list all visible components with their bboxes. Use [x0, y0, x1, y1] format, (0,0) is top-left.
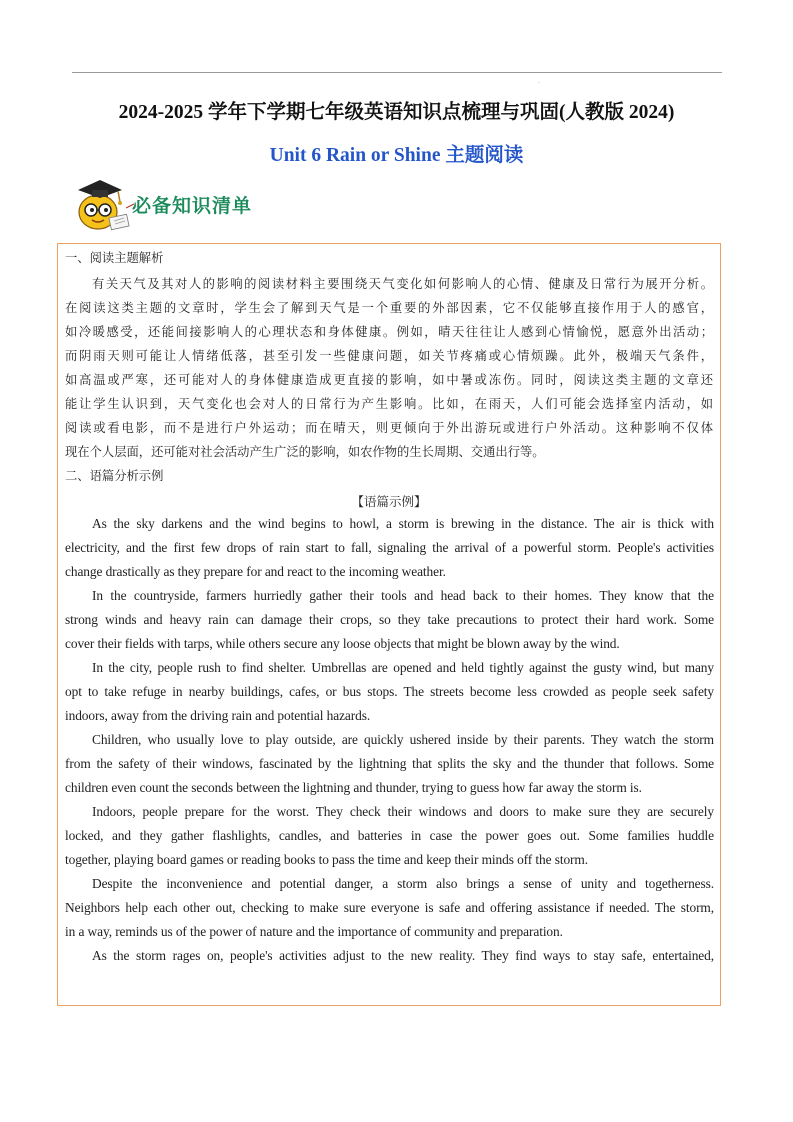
header-rule	[72, 72, 722, 73]
paragraph-line: 如冷暖感受，还能间接影响人的心理状态和身体健康。例如，晴天往往让人感到心情愉悦，愿意外出活动；	[65, 325, 713, 339]
paragraph-line: Despite the inconvenience and potential danger, a storm also brings a sense of unity and togetherness.	[92, 876, 714, 891]
paragraph-line: 在阅读这类主题的文章时，学生会了解到天气是一个重要的外部因素，它不仅能够直接作用于人的感官，	[65, 301, 713, 315]
part2-heading: 二、语篇分析示例	[65, 469, 164, 483]
paragraph-line: change drastically as they prepare for and react to the incoming weather.	[65, 564, 446, 579]
paragraph-line: opt to take refuge in nearby buildings, cafes, or bus stops. The streets become less crowded as people seek safety	[65, 684, 714, 699]
example-label: 【语篇示例】	[351, 494, 427, 509]
paragraph-line: 有关天气及其对人的影响的阅读材料主要围绕天气变化如何影响人的心情、健康及日常行为展开分析。	[92, 277, 713, 291]
document-title: 2024-2025 学年下学期七年级英语知识点梳理与巩固(人教版 2024)	[118, 102, 675, 123]
paragraph-line: strong winds and heavy rain can damage their crops, so they take precautions to protect their hard work. Some	[65, 612, 714, 627]
paragraph-line: children even count the seconds between the lightning and thunder, trying to guess how far away the storm is.	[65, 780, 642, 795]
paragraph-line: In the countryside, farmers hurriedly gather their tools and head back to their homes. They know that the	[92, 588, 714, 603]
paragraph-line: cover their fields with tarps, while others secure any loose objects that might be blown away by the wind.	[65, 636, 620, 651]
paragraph-line: 如高温或严寒，还可能对人的身体健康造成更直接的影响，如中暑或冻伤。同时，阅读这类主题的文章还	[65, 373, 713, 387]
header-mark: ·	[538, 80, 540, 87]
paragraph-line: 而阴雨天则可能让人情绪低落，甚至引发一些健康问题，如关节疼痛或心情烦躁。此外，极端天气条件，	[65, 349, 713, 363]
section-heading: 必备知识清单	[132, 195, 253, 217]
paragraph-line: 阅读或看电影，而不是进行户外运动；而在晴天，则更倾向于外出游玩或进行户外活动。这种影响不仅体	[65, 421, 713, 435]
content-box	[57, 243, 721, 1006]
paragraph-line: 能让学生认识到，天气变化也会对人的日常行为产生影响。比如，在雨天，人们可能会选择室内活动，如	[65, 397, 713, 411]
paragraph-line: As the storm rages on, people's activities adjust to the new reality. They find ways to stay safe, entertained,	[92, 948, 714, 963]
paragraph-line: Neighbors help each other out, checking to make sure everyone is safe and offering assistance if needed. The storm,	[65, 900, 714, 915]
paragraph-line: Indoors, people prepare for the worst. They check their windows and doors to make sure they are securely	[92, 804, 714, 819]
paragraph-line: electricity, and the first few drops of rain start to fall, signaling the arrival of a powerful storm. People's activities	[65, 540, 714, 555]
part1-heading: 一、阅读主题解析	[65, 251, 164, 265]
graduate-mascot-icon	[70, 176, 134, 232]
document-subtitle: Unit 6 Rain or Shine 主题阅读	[269, 145, 524, 166]
paragraph-line: As the sky darkens and the wind begins to howl, a storm is brewing in the distance. The air is thick with	[92, 516, 714, 531]
paragraph-line: in a way, reminds us of the power of nature and the importance of community and preparation.	[65, 924, 563, 939]
paragraph-line: together, playing board games or reading books to pass the time and keep their minds off the storm.	[65, 852, 588, 867]
paragraph-line: 现在个人层面，还可能对社会活动产生广泛的影响，如农作物的生长周期、交通出行等。	[65, 445, 545, 459]
paragraph-line: indoors, away from the driving rain and potential hazards.	[65, 708, 371, 723]
paragraph-line: from the safety of their windows, fascinated by the lightning that splits the sky and the thunder that follows. Some	[65, 756, 714, 771]
paragraph-line: In the city, people rush to find shelter. Umbrellas are opened and held tightly against the gusty wind, but many	[92, 660, 714, 675]
paragraph-line: locked, and they gather flashlights, candles, and batteries in case the power goes out. Some families huddle	[65, 828, 714, 843]
paragraph-line: Children, who usually love to play outside, are quickly ushered inside by their parents. They watch the storm	[92, 732, 714, 747]
